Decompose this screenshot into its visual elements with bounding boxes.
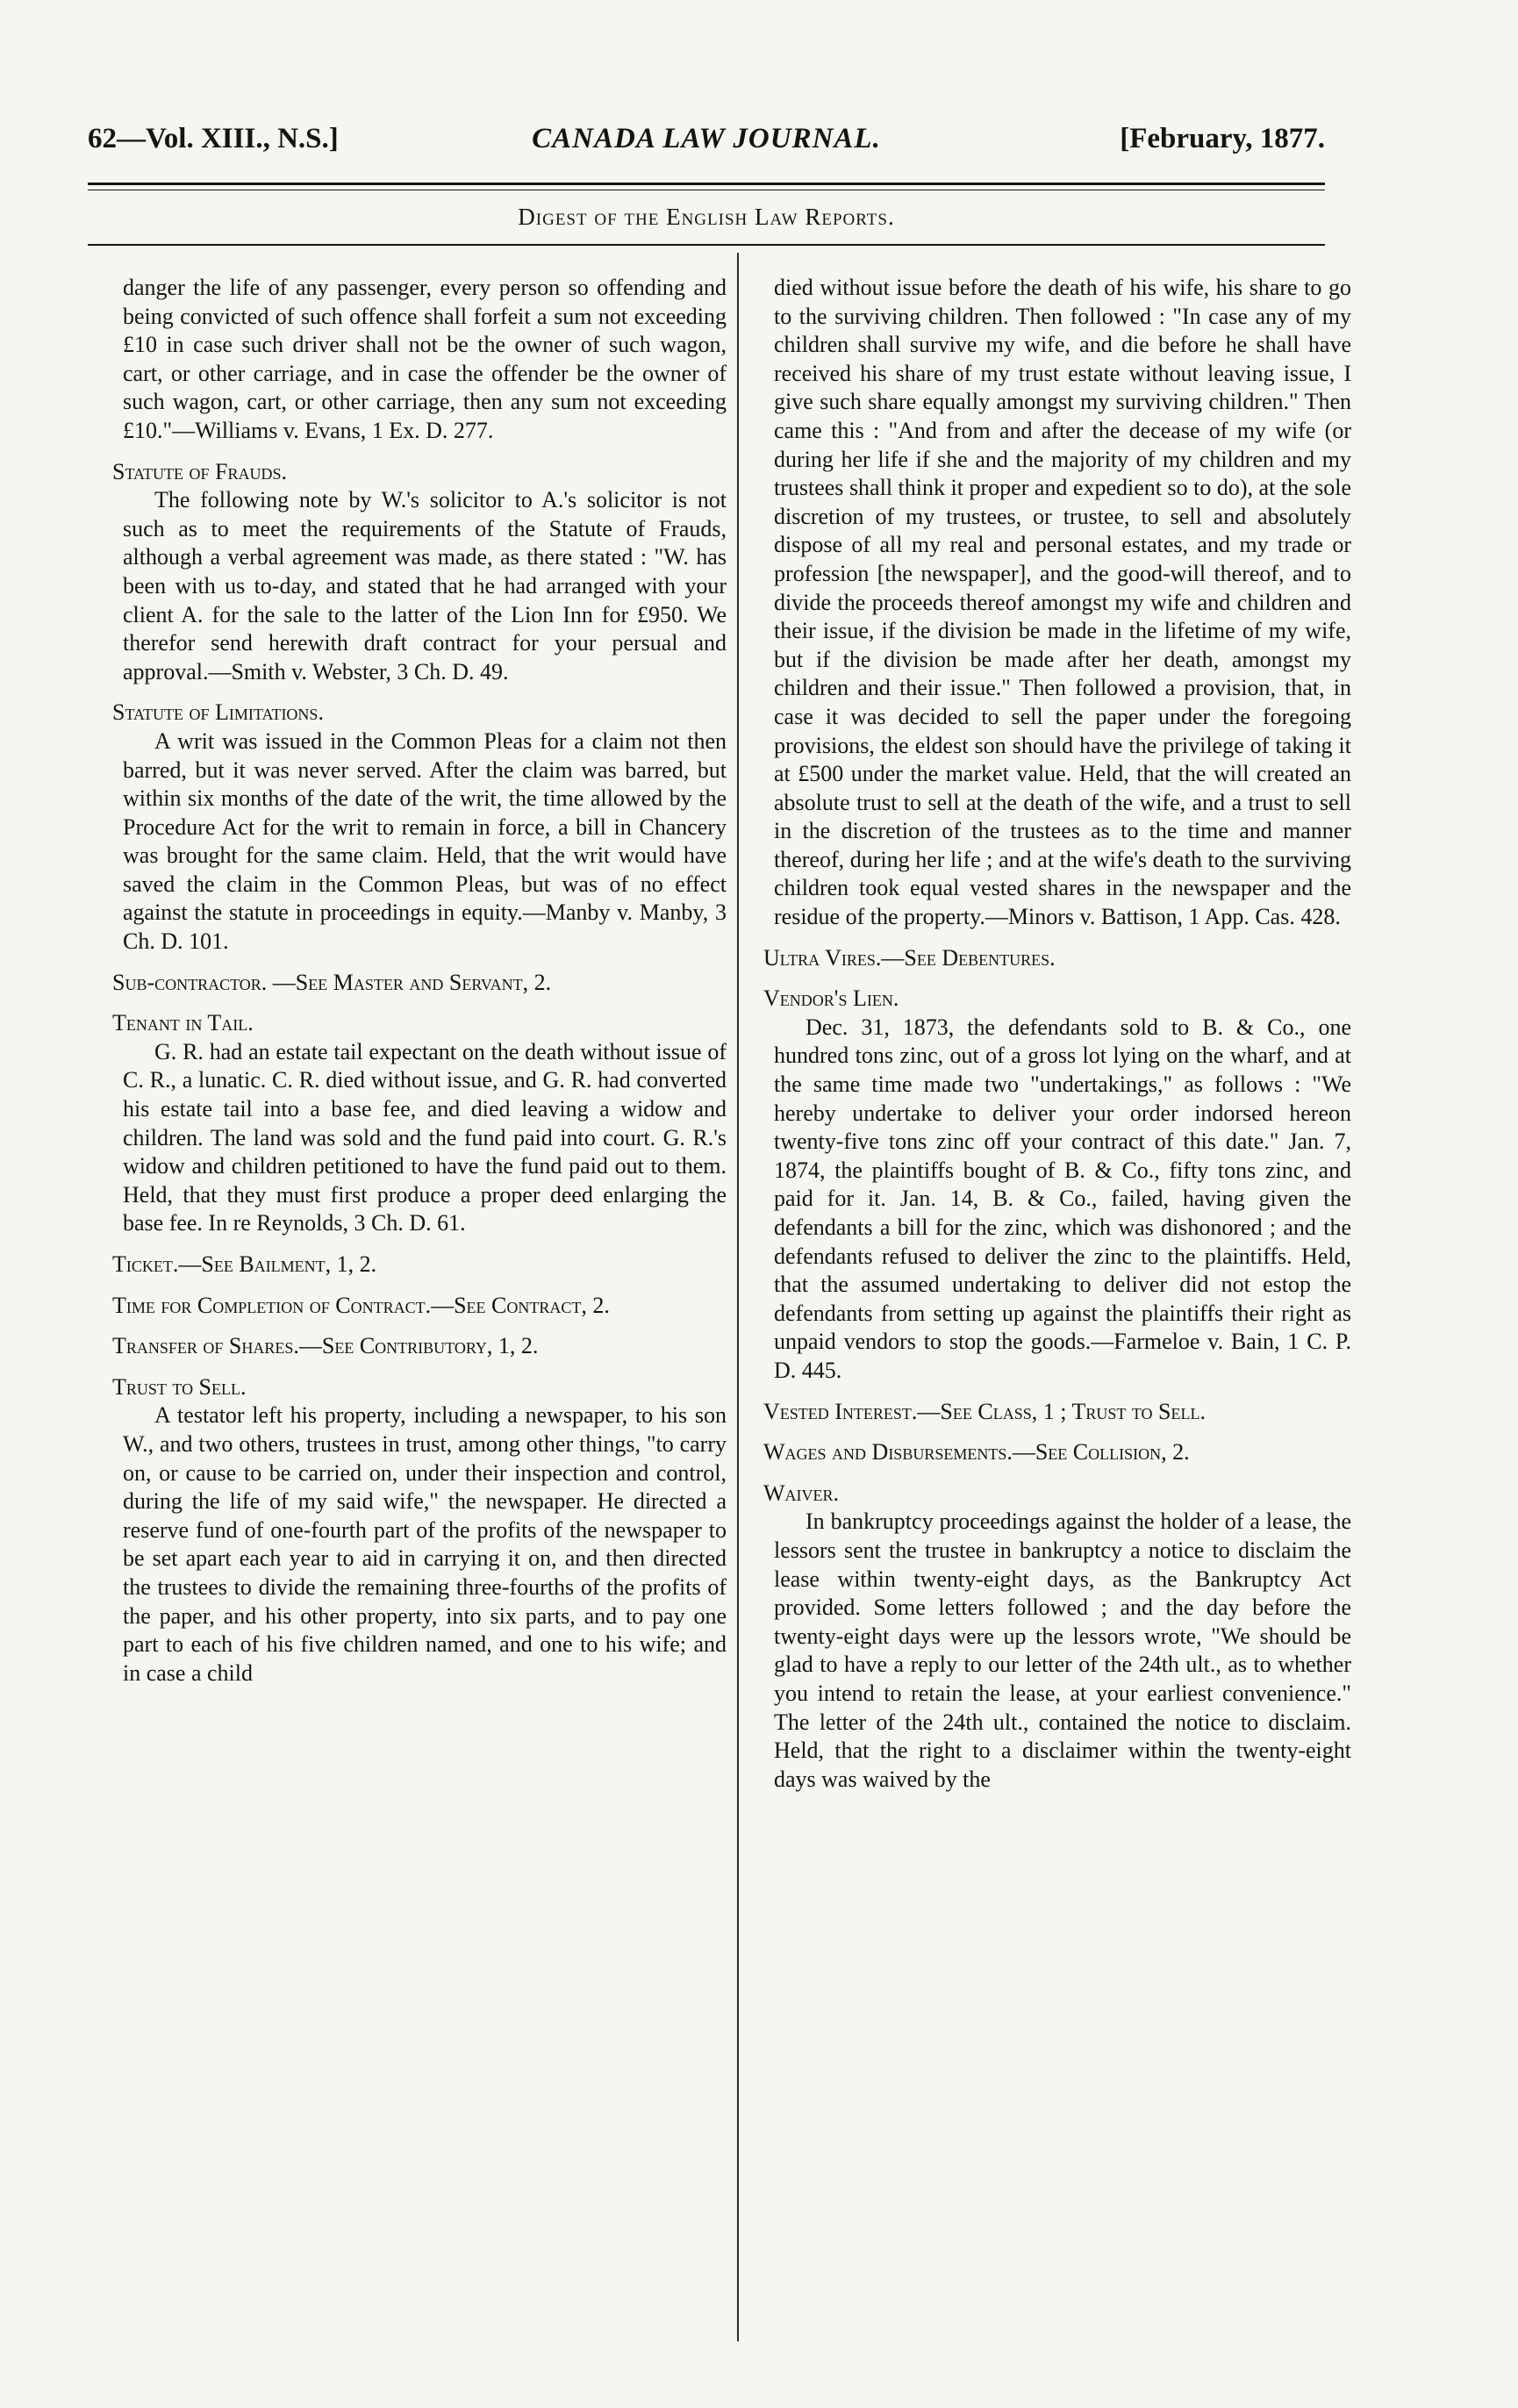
- entry-heading: Time for Completion of Contract.—See Contract, 2.: [112, 1292, 610, 1318]
- digest-entry: [112, 1251, 727, 1279]
- header-rule-thick: [88, 183, 1325, 185]
- column-divider: [737, 253, 739, 2341]
- digest-entry: [112, 1009, 727, 1238]
- entry-heading: Sub-contractor. —See Master and Servant, 2.: [112, 969, 552, 995]
- digest-entry: [763, 1398, 1351, 1427]
- journal-title: CANADA LAW JOURNAL.: [532, 123, 881, 154]
- entry-body: A writ was issued in the Common Pleas for a claim not then barred, but it was never served. After the claim was barred, but within six months of the date of the writ, the time allowed by the Procedure Act for the writ to remain in force, a bill in Chancery was brought for the same claim. Held, that the writ would have saved the claim in the Common Pleas, but was of no effect against the statute in proceedings in equity.—Manby v. Manby, 3 Ch. D. 101.: [123, 727, 727, 955]
- page-reference: 62—Vol. XIII., N.S.]: [88, 123, 339, 154]
- entry-heading: Ultra Vires.—See Debentures.: [763, 944, 1056, 971]
- entry-heading: Vested Interest.—See Class, 1 ; Trust to Sell.: [763, 1398, 1206, 1424]
- entry-body: G. R. had an estate tail expectant on the death without issue of C. R., a lunatic. C. R. died without issue, and G. R. had converted his estate tail into a base fee, and died leaving a widow and children. The land was sold and the fund paid into court. G. R.'s widow and children petitioned to have the fund paid out to them. Held, that they must first produce a proper deed enlarging the base fee. In re Reynolds, 3 Ch. D. 61.: [123, 1038, 727, 1236]
- right-column: [763, 274, 1351, 1794]
- left-column: [112, 274, 727, 1688]
- entry-heading: Wages and Disbursements.—See Collision, 2.: [763, 1439, 1190, 1466]
- entry-body: A testator left his property, including a newspaper, to his son W., and two others, trustees in trust, among other things, "to carry on, or cause to be carried on, under their inspection and control, during the life of my said wife," the newspaper. He directed a reserve fund of one-fourth part of the profits of the newspaper to be set apart each year to aid in carrying it on, and then directed the trustees to divide the remaining three-fourths of the profits of the paper, and his other property, into six parts, and to pay one part to each of his five children named, and one to his wife; and in case a child: [123, 1402, 727, 1686]
- entry-heading: Ticket.—See Bailment, 1, 2.: [112, 1251, 377, 1277]
- issue-date: [February, 1877.: [1120, 123, 1325, 154]
- entry-heading: Statute of Frauds.: [112, 458, 287, 484]
- section-subheading: Digest of the English Law Reports.: [518, 204, 895, 230]
- running-header: [88, 123, 1325, 167]
- digest-entry: [763, 1480, 1351, 1795]
- entry-heading: Vendor's Lien.: [763, 985, 899, 1012]
- continued-paragraph: died without issue before the death of his wife, his share to go to the surviving children. Then followed : "In case any of my children shall survive my wife, and die before he shall have received his share of my trust estate without leaving issue, I give such share equally amongst my surviving children." Then came this : "And from and after the decease of my wife (or during her life if she and the majority of my children and my trustees shall think it proper and expedient so to do), at the sole discretion of my trustees, or trustee, to sell and absolutely dispose of all my real and personal estates, and my trade or profession [the newspaper], and the good-will thereof, and to divide the proceeds thereof amongst my wife and children and their issue, if the division be made in the lifetime of my wife, but if the division be made after her death, amongst my children and their issue." Then followed a provision, that, in case it was decided to sell the paper under the foregoing provisions, the eldest son should have the privilege of taking it at £500 under the market value. Held, that the will created an absolute trust to sell at the death of the wife, and a trust to sell in the discretion of the trustees as to the time and manner thereof, during her life ; and at the wife's death to the surviving children took equal vested shares in the newspaper and the residue of the property.—Minors v. Battison, 1 App. Cas. 428.: [774, 275, 1351, 930]
- digest-entry: [112, 969, 727, 998]
- entry-heading: Trust to Sell.: [112, 1373, 247, 1400]
- entry-body: Dec. 31, 1873, the defendants sold to B. & Co., one hundred tons zinc, out of a gross lot lying on the wharf, and at the same time made two "undertakings," as follows : "We hereby undertake to deliver your order indorsed hereon twenty-five tons zinc off your contract of this date." Jan. 7, 1874, the plaintiffs bought of B. & Co., fifty tons zinc, and paid for it. Jan. 14, B. & Co., failed, having given the defendants a bill for the zinc, which was dishonored ; and the defendants refused to deliver the zinc to the plaintiffs. Held, that the assumed undertaking to deliver did not estop the defendants from setting up against the plaintiffs their right as unpaid vendors to stop the goods.—Farmeloe v. Bain, 1 C. P. D. 445.: [774, 1014, 1351, 1383]
- digest-entry: [112, 1292, 727, 1321]
- entry-heading: Waiver.: [763, 1480, 840, 1506]
- entry-heading: Tenant in Tail.: [112, 1010, 254, 1036]
- digest-entry: [112, 458, 727, 687]
- digest-entry: [112, 699, 727, 956]
- subheading-rule: [88, 244, 1325, 246]
- entry-body: In bankruptcy proceedings against the holder of a lease, the lessors sent the trustee in bankruptcy a notice to disclaim the lease within twenty-eight days, as the Bankruptcy Act provided. Some letters followed ; and the day before the twenty-eight days were up the lessors wrote, "We should be glad to have a reply to our letter of the 24th ult., as to whether you intend to retain the lease, at your earliest convenience." The letter of the 24th ult., contained the notice to disclaim. Held, that the right to a disclaimer within the twenty-eight days was waived by the: [774, 1509, 1351, 1792]
- continued-paragraph: danger the life of any passenger, every person so offending and being convicted of such offence shall forfeit a sum not exceeding £10 in case such driver shall not be the owner of such wagon, cart, or other carriage, and in case the offender be the owner of such wagon, cart, or other carriage, then any sum not exceeding £10."—Williams v. Evans, 1 Ex. D. 277.: [123, 275, 727, 443]
- digest-entry: [112, 1373, 727, 1688]
- digest-entry: [763, 985, 1351, 1385]
- entry-body: The following note by W.'s solicitor to A.'s solicitor is not such as to meet the requirements of the Statute of Frauds, although a verbal agreement was made, as there stated : "W. has been with us to-day, and stated that he had arranged with your client A. for the sale to the latter of the Lion Inn for £950. We therefor send herewith draft contract for your persual and approval.—Smith v. Webster, 3 Ch. D. 49.: [123, 487, 727, 684]
- entry-heading: Transfer of Shares.—See Contributory, 1, 2.: [112, 1333, 539, 1359]
- digest-entry: [112, 1332, 727, 1361]
- digest-entry: [763, 944, 1351, 973]
- entry-heading: Statute of Limitations.: [112, 699, 324, 726]
- digest-entry: [763, 1438, 1351, 1467]
